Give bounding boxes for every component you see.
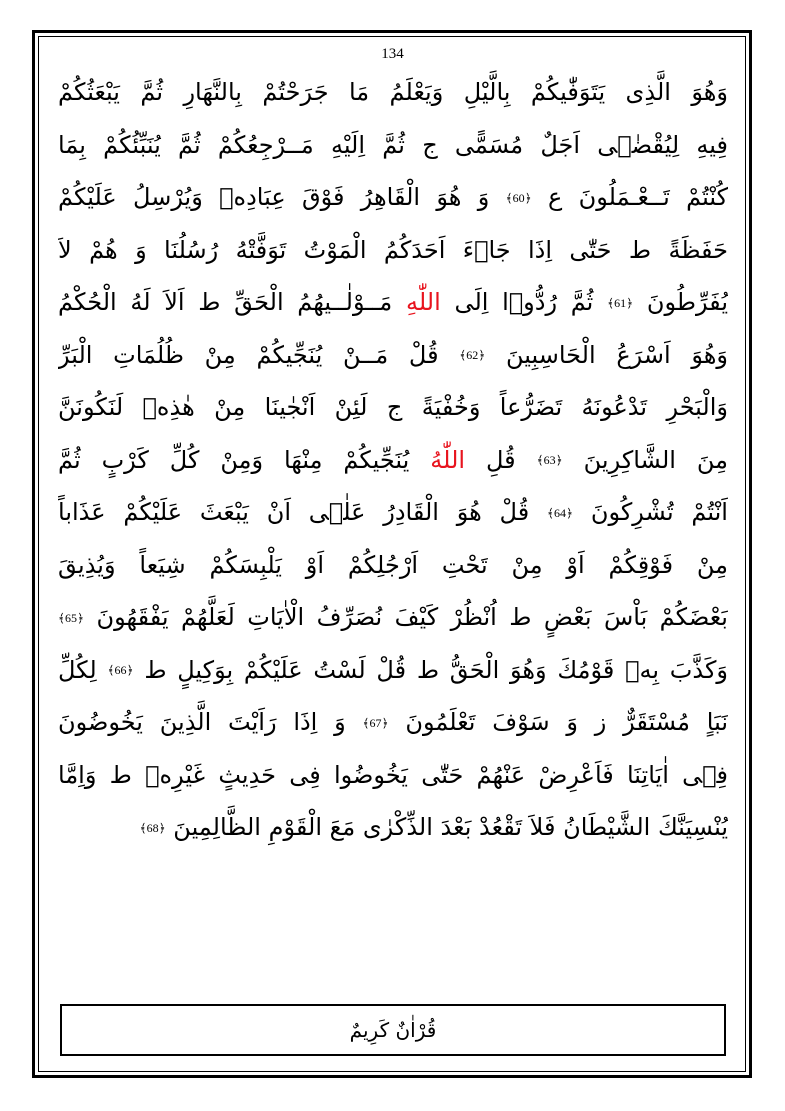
divine-name: اللّٰهُ xyxy=(430,445,466,474)
verse-text: وَ اِذَا رَاَيْتَ الَّذِينَ يَخُوضُونَ xyxy=(58,708,346,736)
verse-text: حَفَظَةً ط حَتّٰى اِذَا جَاۤءَ اَحَدَكُمُ الْمَوْتُ تَوَفَّتْهُ رُسُلُنَا وَ هُمْ لاَ xyxy=(58,235,728,264)
text-line xyxy=(58,539,728,592)
verse-text: قُلِ xyxy=(486,445,516,474)
ayah-number: ﴾66﴿ xyxy=(107,663,134,678)
text-line xyxy=(58,381,728,434)
verse-text: لِكُلِّ xyxy=(58,655,97,684)
text-line xyxy=(58,329,728,382)
ayah-number: ﴾60﴿ xyxy=(505,190,532,205)
verse-text: مَــوْلٰــيهُمُ الْحَقِّ ط اَلاَ لَهُ الْحُكْمُ xyxy=(58,288,393,316)
verse-text-block xyxy=(58,66,728,854)
verse-text: يُنْسِيَنَّكَ الشَّيْطَانُ فَلاَ تَقْعُدْ بَعْدَ الذِّكْرٰى مَعَ الْقَوْمِ الظَّالِمِينَ xyxy=(173,813,728,841)
verse-text: قُلْ هُوَ الْقَادِرُ عَلٰۤى اَنْ يَبْعَثَ عَلَيْكُمْ عَذَاباً xyxy=(58,498,530,526)
footer-title: قُرْاٰنٌ كَرِيمٌ xyxy=(349,1018,437,1042)
ayah-number: ﴾63﴿ xyxy=(536,453,563,468)
verse-text: وَالْبَحْرِ تَدْعُونَهُ تَضَرُّعاً وَخُفْيَةً ج لَئِنْ اَنْجٰينَا مِنْ هٰذِهٖ لَنَكُونَنَّ xyxy=(58,393,728,421)
verse-text: اَنْتُمْ تُشْرِكُونَ xyxy=(590,498,728,526)
verse-text: مِنَ الشَّاكِرِينَ xyxy=(583,445,728,474)
text-line xyxy=(58,591,728,644)
verse-text: وَكَذَّبَ بِهٖ قَوْمُكَ وَهُوَ الْحَقُّ ط قُلْ لَسْتُ عَلَيْكُمْ بِوَكِيلٍ ط xyxy=(144,655,728,684)
text-line xyxy=(58,119,728,172)
ayah-number: ﴾65﴿ xyxy=(58,610,85,625)
verse-text: كُنْتُمْ تَــعْـمَلُونَ ع xyxy=(548,183,728,211)
ayah-number: ﴾62﴿ xyxy=(459,348,486,363)
text-line xyxy=(58,276,728,329)
text-line xyxy=(58,749,728,802)
verse-text: وَهُوَ الَّذِى يَتَوَفّٰيكُمْ بِالَّيْلِ وَيَعْلَمُ مَا جَرَحْتُمْ بِالنَّهَارِ ثُمَّ يَبْعَثُكُمْ xyxy=(58,78,728,106)
verse-text: يُنَجِّيكُمْ مِنْهَا وَمِنْ كُلِّ كَرْبٍ ثُمَّ xyxy=(58,445,410,474)
verse-text: فِيهِ لِيُقْضٰۤى اَجَلٌ مُسَمًّى ج ثُمَّ اِلَيْهِ مَــرْجِعُكُمْ ثُمَّ يُنَبِّئُكُمْ بِمَا xyxy=(58,130,728,159)
verse-text: بَعْضَكُمْ بَاْسَ بَعْضٍ ط اُنْظُرْ كَيْفَ نُصَرِّفُ الْاٰيَاتِ لَعَلَّهُمْ يَفْقَهُونَ xyxy=(96,603,728,631)
verse-text: مِنْ فَوْقِكُمْ اَوْ مِنْ تَحْتِ اَرْجُلِكُمْ اَوْ يَلْبِسَكُمْ شِيَعاً وَيُذِيقَ xyxy=(58,550,728,579)
verse-text: فِۤى اٰيَاتِنَا فَاَعْرِضْ عَنْهُمْ حَتّٰى يَخُوضُوا فِى حَدِيثٍ غَيْرِهٖ ط وَاِمَّا xyxy=(58,760,728,789)
divine-name: اللّٰهِ xyxy=(405,288,441,316)
verse-text: قُلْ مَــنْ يُنَجِّيكُمْ مِنْ ظُلُمَاتِ الْبَرِّ xyxy=(58,340,439,369)
text-line xyxy=(58,224,728,277)
text-line xyxy=(58,801,728,854)
text-line xyxy=(58,66,728,119)
text-line xyxy=(58,171,728,224)
footer-box xyxy=(60,1004,726,1056)
page-number: 134 xyxy=(381,46,404,62)
text-line xyxy=(58,434,728,487)
verse-text: ثُمَّ رُدُّوۤا اِلَى xyxy=(454,288,594,316)
ayah-number: ﴾68﴿ xyxy=(139,820,166,835)
ayah-number: ﴾61﴿ xyxy=(607,295,634,310)
text-line xyxy=(58,644,728,697)
text-line xyxy=(58,696,728,749)
verse-text: يُفَرِّطُونَ xyxy=(646,288,728,316)
text-line xyxy=(58,486,728,539)
ayah-number: ﴾67﴿ xyxy=(362,715,389,730)
verse-text: نَبَاٍ مُسْتَقَرٌّ ز وَ سَوْفَ تَعْلَمُونَ xyxy=(405,708,728,736)
verse-text: وَهُوَ اَسْرَعُ الْحَاسِبِينَ xyxy=(506,340,728,369)
verse-text: وَ هُوَ الْقَاهِرُ فَوْقَ عِبَادِهٖ وَيُرْسِلُ عَلَيْكُمْ xyxy=(58,183,490,211)
ayah-number: ﴾64﴿ xyxy=(547,505,574,520)
